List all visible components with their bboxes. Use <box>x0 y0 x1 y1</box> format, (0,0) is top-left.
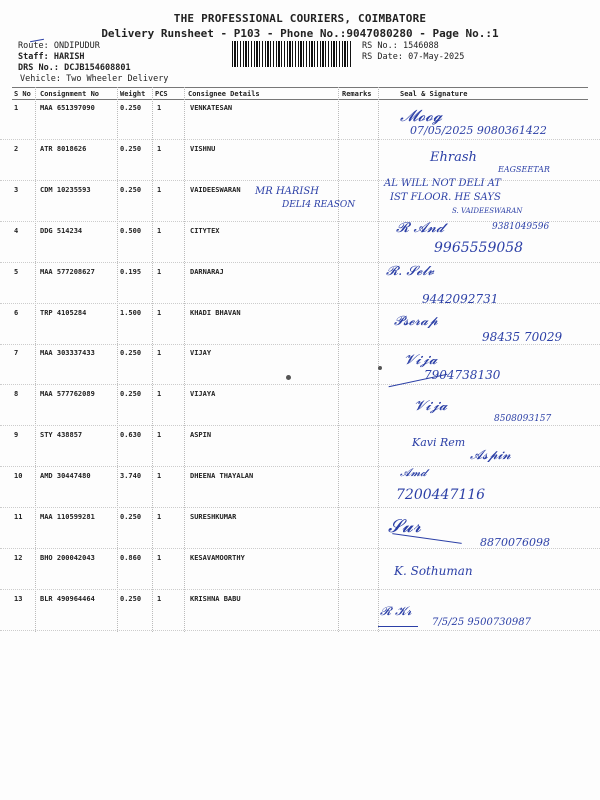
handwritten-note: AL WILL NOT DELI AT <box>384 178 501 189</box>
barcode <box>232 41 352 67</box>
handwritten-note: 7/5/25 9500730987 <box>432 617 531 628</box>
cell-weight: 0.250 <box>120 104 142 112</box>
signature-scribble: 𝓡. 𝓢𝓮𝓵𝓿 <box>386 264 435 279</box>
staff-value: HARISH <box>53 52 85 62</box>
cell-pcs: 1 <box>157 185 162 194</box>
cell-pcs: 1 <box>157 267 162 276</box>
handwritten-name: K. Sothuman <box>394 564 473 578</box>
handwritten-remark: DELI4 REASON <box>282 200 356 210</box>
cell-sno: 8 <box>14 390 19 399</box>
signature-stroke <box>378 626 418 627</box>
cell-consignee: VIJAYA <box>190 390 216 399</box>
cell-pcs: 1 <box>157 472 162 481</box>
cell-weight: 0.250 <box>120 390 142 399</box>
cell-consignee: ASPIN <box>190 431 212 440</box>
staff-line <box>18 52 85 63</box>
signature-scribble: 𝓡 𝓐𝓷𝓭 <box>396 220 445 236</box>
column-header-sno: S No <box>14 90 31 98</box>
cell-consignment: DDG 514234 <box>40 226 83 235</box>
cell-pcs: 1 <box>157 390 162 399</box>
column-header-consignment: Consignment No <box>40 90 100 98</box>
cell-pcs: 1 <box>157 553 162 562</box>
cell-weight: 0.630 <box>120 431 142 440</box>
cell-consignee: KRISHNA BABU <box>190 594 241 603</box>
cell-sno: 5 <box>14 267 19 276</box>
cell-sno: 4 <box>14 226 19 235</box>
rs-date-line <box>362 52 464 63</box>
drs-value: DCJB154608801 <box>64 63 131 73</box>
table-row <box>0 140 600 181</box>
signature-scribble: 𝓐𝓼𝓹𝓲𝓷 <box>470 448 511 463</box>
cell-consignment: AMD 30447480 <box>40 472 91 481</box>
route-value: ONDIPUDUR <box>53 41 100 51</box>
cell-weight: 0.250 <box>120 185 142 194</box>
cell-consignment: TRP 4105284 <box>40 308 87 317</box>
cell-weight: 3.740 <box>120 472 142 481</box>
cell-consignment: MAA 303337433 <box>40 349 95 358</box>
column-header-seal: Seal & Signature <box>400 90 468 98</box>
cell-consignment: ATR 8018626 <box>40 144 87 153</box>
cell-sno: 3 <box>14 185 19 194</box>
cell-consignee: VIJAY <box>190 349 212 358</box>
cell-consignment: BLR 490964464 <box>40 594 95 603</box>
cell-consignee: VENKATESAN <box>190 104 233 112</box>
handwritten-phone: 8870076098 <box>480 536 550 549</box>
cell-weight: 1.500 <box>120 308 142 317</box>
handwritten-note: Kavi Rem <box>412 436 466 449</box>
cell-sno: 9 <box>14 431 19 440</box>
rs-no-label: RS No.: <box>362 41 398 51</box>
cell-pcs: 1 <box>157 104 162 112</box>
signature-scribble: 𝓜𝓸𝓸𝓰 <box>400 106 443 125</box>
cell-consignment: MAA 651397090 <box>40 104 95 112</box>
rs-no-value: 1546088 <box>402 41 439 51</box>
handwritten-note: IST FLOOR. HE SAYS <box>390 192 501 203</box>
column-header-consignee: Consignee Details <box>188 90 260 98</box>
cell-weight: 0.250 <box>120 144 142 153</box>
cell-weight: 0.250 <box>120 349 142 358</box>
cell-pcs: 1 <box>157 431 162 440</box>
cell-weight: 0.195 <box>120 267 142 276</box>
company-title: THE PROFESSIONAL COURIERS, COIMBATORE <box>173 12 427 25</box>
cell-sno: 2 <box>14 144 19 153</box>
handwritten-phone: 9442092731 <box>422 292 499 306</box>
cell-sno: 11 <box>14 513 23 521</box>
cell-weight: 0.250 <box>120 513 142 521</box>
handwritten-phone: 8508093157 <box>494 414 552 424</box>
ink-dot <box>378 366 382 370</box>
cell-consignee: SURESHKUMAR <box>190 513 237 521</box>
rs-date-label: RS Date: <box>362 52 403 62</box>
staff-label: Staff: <box>18 52 49 62</box>
cell-sno: 10 <box>14 472 23 481</box>
signature-scribble: 𝓐𝓶𝓭 <box>400 466 427 479</box>
cell-weight: 0.250 <box>120 594 142 603</box>
cell-pcs: 1 <box>157 594 162 603</box>
cell-consignee: KESAVAMOORTHY <box>190 553 245 562</box>
route-line <box>18 41 100 52</box>
handwritten-remark: MR HARISH <box>255 186 319 197</box>
cell-consignee: VISHNU <box>190 144 216 153</box>
cell-sno: 12 <box>14 553 23 562</box>
vehicle-line <box>20 74 168 85</box>
cell-consignee: VAIDEESWARAN <box>190 185 241 194</box>
cell-consignment: MAA 110599281 <box>40 513 95 521</box>
table-top-rule <box>12 87 588 88</box>
cell-consignment: STY 438857 <box>40 431 83 440</box>
handwritten-note: 9381049596 <box>492 222 550 232</box>
handwritten-phone: 98435 70029 <box>482 330 563 344</box>
ink-dot <box>286 375 291 380</box>
handwritten-phone: 9965559058 <box>434 240 524 256</box>
cell-consignment: BHO 200042043 <box>40 553 95 562</box>
cell-consignment: CDM 10235593 <box>40 185 91 194</box>
signature-scribble: 𝓟𝓼𝓮𝓻𝓪𝓹 <box>394 314 438 329</box>
route-label: Route: <box>18 41 49 51</box>
cell-pcs: 1 <box>157 144 162 153</box>
cell-pcs: 1 <box>157 349 162 358</box>
table-row <box>0 263 600 304</box>
cell-consignee: DARNARAJ <box>190 267 224 276</box>
cell-pcs: 1 <box>157 308 162 317</box>
cell-pcs: 1 <box>157 226 162 235</box>
handwritten-phone: 7200447116 <box>396 487 486 503</box>
cell-consignment: MAA 577208627 <box>40 267 95 276</box>
cell-consignment: MAA 577762089 <box>40 390 95 399</box>
drs-line <box>18 63 131 74</box>
column-header-pcs: PCS <box>155 90 168 98</box>
signature-scribble: 𝓥𝓲𝓳𝓪 <box>414 398 448 414</box>
cell-weight: 0.500 <box>120 226 142 235</box>
drs-label: DRS No.: <box>18 63 59 73</box>
table-row <box>0 467 600 508</box>
handwritten-note: EAGSEETAR <box>498 165 550 174</box>
table-row <box>0 344 600 385</box>
signature-scribble: 𝓡 𝓚𝓻 <box>380 604 412 618</box>
handwritten-note: S. VAIDEESWARAN <box>452 207 523 215</box>
signature-scribble: 𝓢𝓾𝓻 <box>388 516 422 537</box>
vehicle-value: Two Wheeler Delivery <box>66 74 169 84</box>
cell-sno: 7 <box>14 349 19 358</box>
runsheet-subtitle: Delivery Runsheet - P103 - Phone No.:9047080280 - Page No.:1 <box>101 27 499 40</box>
cell-consignee: CITYTEX <box>190 226 220 235</box>
column-header-weight: Weight <box>120 90 146 98</box>
table-row <box>0 549 600 590</box>
cell-sno: 1 <box>14 104 19 112</box>
rs-date-value: 07-May-2025 <box>408 52 465 62</box>
signature-scribble: 𝓥𝓲𝓳𝓪 <box>404 352 438 368</box>
signature-name: Ehrash <box>430 150 477 165</box>
cell-pcs: 1 <box>157 513 162 521</box>
handwritten-phone: 7904738130 <box>424 368 501 382</box>
cell-consignee: KHADI BHAVAN <box>190 308 241 317</box>
cell-consignee: DHEENA THAYALAN <box>190 472 254 481</box>
cell-sno: 6 <box>14 308 19 317</box>
handwritten-note: 07/05/2025 9080361422 <box>410 124 547 137</box>
column-header-remarks: Remarks <box>342 90 372 98</box>
cell-weight: 0.860 <box>120 553 142 562</box>
vehicle-label: Vehicle: <box>20 74 61 84</box>
rs-no-line <box>362 41 439 52</box>
cell-sno: 13 <box>14 594 23 603</box>
